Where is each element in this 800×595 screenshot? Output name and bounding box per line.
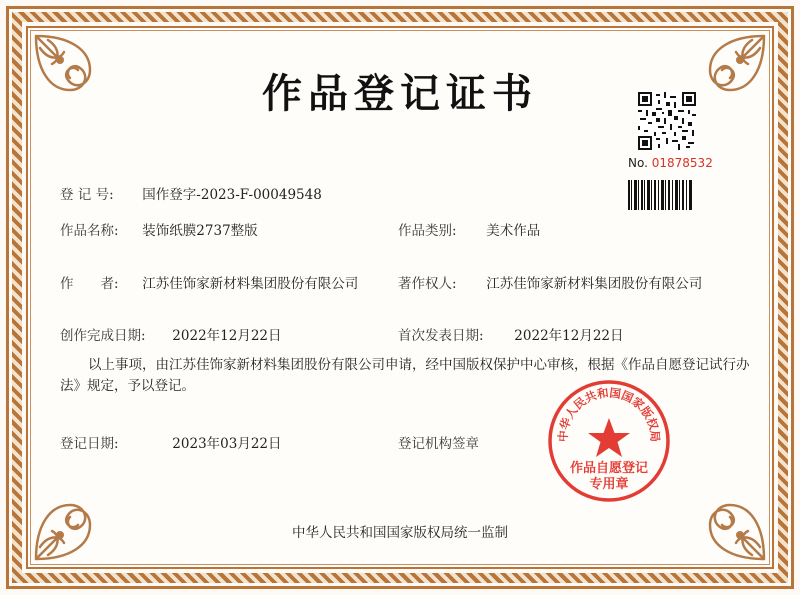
field-publish-date bbox=[398, 324, 624, 344]
field-label: 首次发表日期: bbox=[398, 328, 484, 344]
field-value: 装饰纸膜2737整版 bbox=[142, 223, 258, 239]
field-label: 作品名称: bbox=[60, 223, 119, 239]
field-author bbox=[60, 272, 358, 292]
official-seal-stamp bbox=[546, 378, 672, 504]
field-label: 创作完成日期: bbox=[60, 328, 146, 344]
footer-issuer: 中华人民共和国国家版权局统一监制 bbox=[292, 525, 508, 541]
stamp-center-line1: 作品自愿登记 bbox=[569, 461, 649, 476]
field-label: 著作权人: bbox=[398, 276, 457, 292]
field-label: 作 者: bbox=[60, 276, 119, 292]
field-value: 江苏佳饰家新材料集团股份有限公司 bbox=[486, 276, 703, 292]
field-value: 美术作品 bbox=[486, 223, 541, 239]
field-reg-no bbox=[60, 183, 322, 203]
field-agency-seal bbox=[398, 432, 479, 452]
serial-label: No. bbox=[628, 156, 648, 170]
star-icon bbox=[588, 418, 630, 457]
field-label: 登 记 号: bbox=[60, 187, 114, 203]
field-value: 江苏佳饰家新材料集团股份有限公司 bbox=[142, 276, 359, 292]
field-value: 2022年12月22日 bbox=[514, 328, 624, 344]
field-value: 2023年03月22日 bbox=[172, 436, 282, 452]
serial-value: 01878532 bbox=[651, 156, 713, 170]
certificate-title: 作品登记证书 bbox=[262, 70, 538, 117]
field-label: 登记机构签章 bbox=[398, 436, 479, 452]
stamp-ring-text: 中华人民共和国国家版权局 bbox=[555, 385, 663, 443]
field-value: 国作登字-2023-F-00049548 bbox=[142, 187, 322, 203]
corner-ornament-bottom-right bbox=[675, 470, 770, 565]
stamp-center-line2: 专用章 bbox=[589, 477, 629, 492]
barcode-icon bbox=[628, 180, 692, 210]
field-value: 2022年12月22日 bbox=[172, 328, 282, 344]
field-creation-date bbox=[60, 324, 282, 344]
field-work-type bbox=[398, 219, 540, 239]
corner-ornament-bottom-left bbox=[30, 470, 125, 565]
field-work-name bbox=[60, 219, 258, 239]
field-label: 作品类别: bbox=[398, 223, 457, 239]
qr-code-icon bbox=[638, 92, 696, 150]
statement-paragraph: 以上事项，由江苏佳饰家新材料集团股份有限公司申请，经中国版权保护中心审核，根据《作品自愿登记试行办法》规定，予以登记。 bbox=[60, 357, 750, 394]
field-reg-date bbox=[60, 432, 282, 452]
field-copyright-owner bbox=[398, 272, 702, 292]
serial-number bbox=[628, 156, 713, 170]
field-label: 登记日期: bbox=[60, 436, 119, 452]
